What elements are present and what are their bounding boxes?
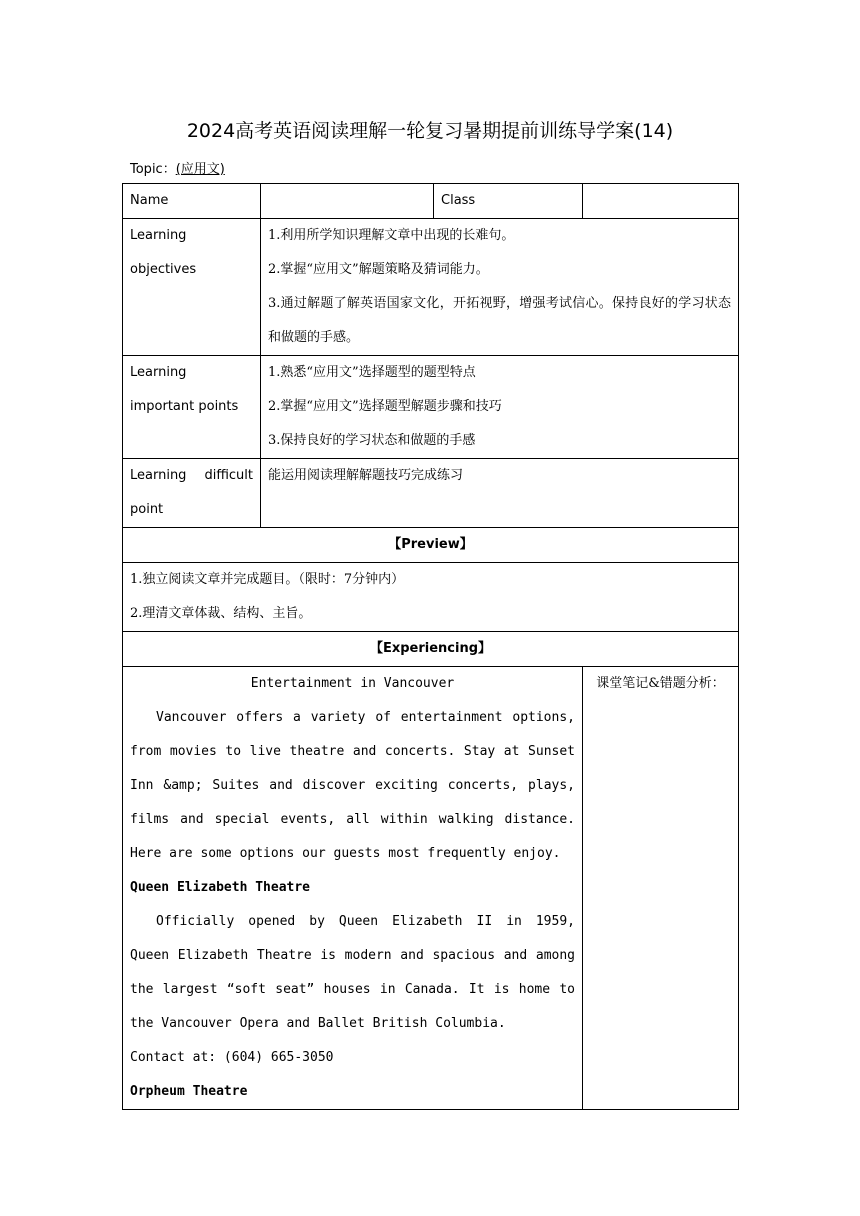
preview-item: 1.独立阅读文章并完成题目。（限时：7分钟内） [130,572,405,587]
preview-header-row [123,528,739,563]
topic-line [130,158,225,177]
document-title: 2024高考英语阅读理解一轮复习暑期提前训练导学案(14) [186,120,674,142]
objectives-label: Learning objectives [123,219,261,356]
important-points-label: Learning important points [123,356,261,459]
experiencing-header-row [123,632,739,667]
section-heading: Queen Elizabeth Theatre [130,880,311,895]
notes-label: 课堂笔记&错题分析： [596,676,725,691]
important-points-content [261,356,739,459]
preview-header: 【Preview】 [123,528,739,563]
worksheet-table [122,183,739,1110]
objective-item: 2.掌握“应用文”解题策略及猜词能力。 [268,262,489,277]
section-text: Officially opened by Queen Elizabeth II in 1959, Queen Elizabeth Theatre is modern and spacious and among the largest “soft seat” houses in Canada. It is home to the Vancouver Opera and Ballet British Columbia. [130,914,575,1031]
notes-column[interactable] [583,667,739,1110]
section-heading: Orpheum Theatre [130,1084,248,1099]
preview-content [123,563,739,632]
preview-item: 2.理清文章体裁、结构、主旨。 [130,606,312,621]
class-label: Class [434,184,583,219]
important-points-row [123,356,739,459]
important-point-item: 2.掌握“应用文”选择题型解题步骤和技巧 [268,399,502,414]
objectives-row [123,219,739,356]
class-field[interactable] [583,184,739,219]
passage-title: Entertainment in Vancouver [250,676,455,691]
topic-value: (应用文) [175,162,225,177]
important-point-item: 1.熟悉“应用文”选择题型的题型特点 [268,365,476,380]
experiencing-content-row [123,667,739,1110]
name-field[interactable] [261,184,434,219]
important-point-item: 3.保持良好的学习状态和做题的手感 [268,433,476,448]
section-contact: Contact at: (604) 665-3050 [130,1050,334,1065]
difficult-point-label: Learning difficult point [123,459,261,528]
experiencing-header: 【Experiencing】 [123,632,739,667]
objective-item: 1.利用所学知识理解文章中出现的长难句。 [268,228,515,243]
passage-intro: Vancouver offers a variety of entertainment options, from movies to live theatre and concerts. Stay at Sunset Inn &amp; Suites and discover exciting concerts, plays, films and special events, all within walking distance. Here are some options our guests most frequently enjoy. [130,710,575,861]
reading-passage [123,667,583,1110]
name-label: Name [123,184,261,219]
topic-prefix: Topic： [130,162,176,177]
objective-item: 3.通过解题了解英语国家文化，开拓视野，增强考试信心。保持良好的学习状态和做题的手感。 [268,296,731,345]
difficult-point-content: 能运用阅读理解解题技巧完成练习 [261,459,739,528]
objectives-content [261,219,739,356]
difficult-point-row [123,459,739,528]
preview-content-row [123,563,739,632]
name-class-row [123,184,739,219]
